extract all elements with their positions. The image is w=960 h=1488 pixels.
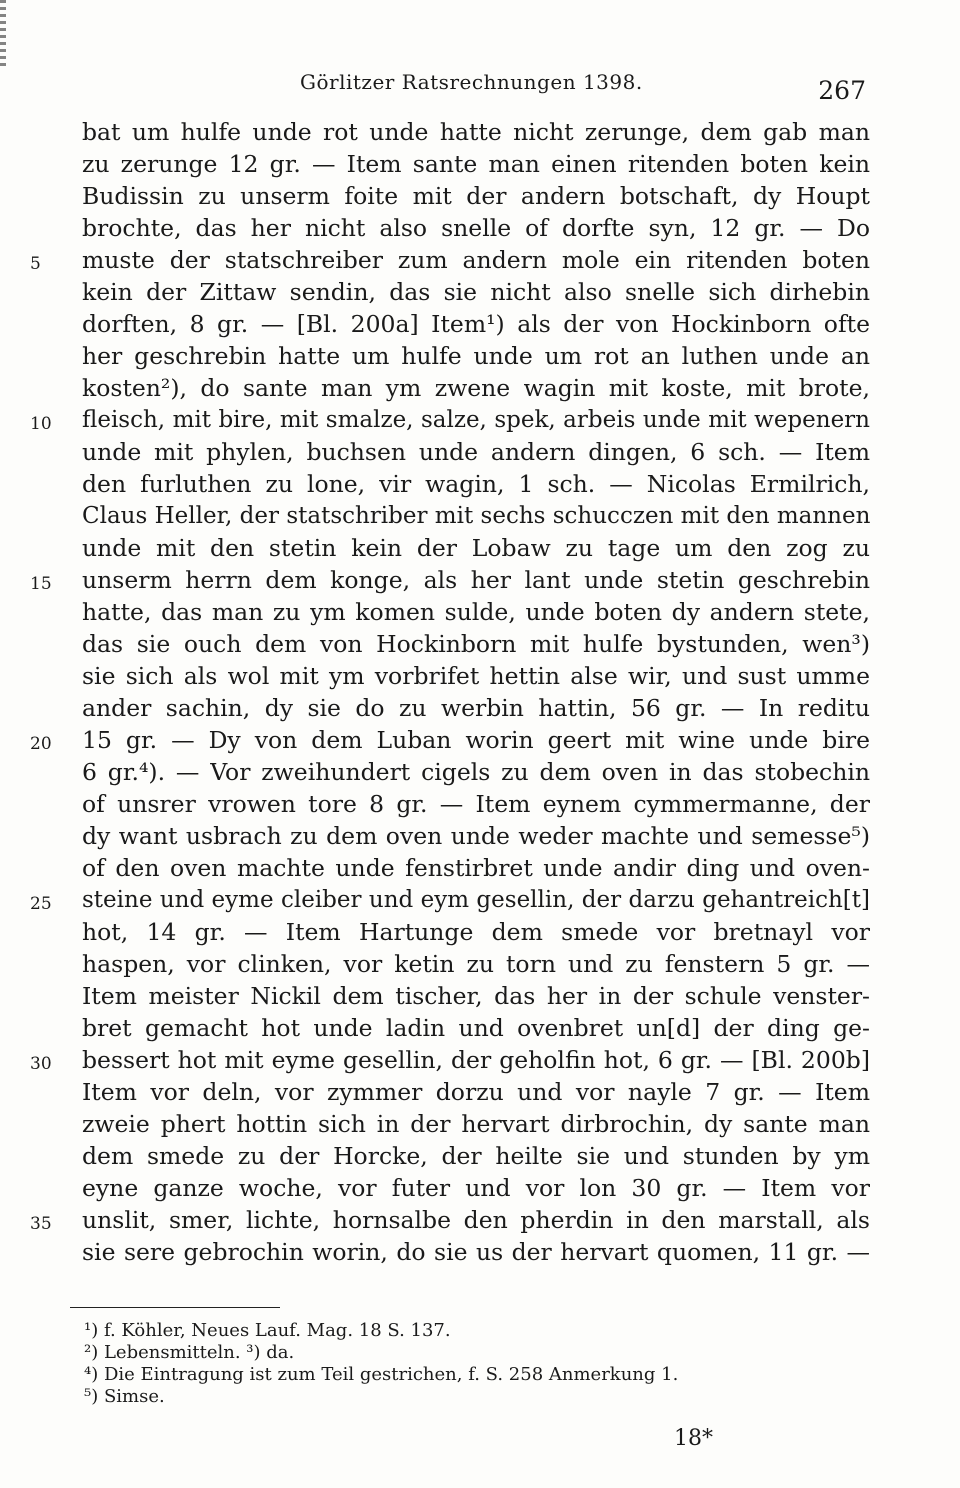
text-line: her geschrebin hatte um hulfe unde um rot an luthen unde an [82,342,870,370]
text-line: eyne ganze woche, vor futer und vor lon 30 gr. — Item vor [82,1174,870,1202]
signature-mark: 18* [674,1426,713,1451]
footnote: ²) Lebensmitteln. ³) da. [84,1342,295,1363]
text-line: of unsrer vrowen tore 8 gr. — Item eynem cymmermanne, der [82,790,870,818]
footnote: ⁴) Die Eintragung ist zum Teil gestrichen, f. S. 258 Anmerkung 1. [84,1364,679,1385]
text-line: zu zerunge 12 gr. — Item sante man einen ritenden boten kein [82,150,870,178]
line-number: 30 [30,1054,52,1074]
text-line: bat um hulfe unde rot unde hatte nicht zerunge, dem gab man [82,118,870,146]
text-line: brochte, das her nicht also snelle of dorfte syn, 12 gr. — Do [82,214,870,242]
line-number: 35 [30,1214,52,1234]
text-line: dem smede zu der Horcke, der heilte sie und stunden by ym [82,1142,870,1170]
footnote-rule [70,1307,280,1308]
text-line: hot, 14 gr. — Item Hartunge dem smede vor bretnayl vor [82,918,870,946]
text-line: unslit, smer, lichte, hornsalbe den pherdin in den marstall, als [82,1206,870,1234]
text-line: unserm herrn dem konge, als her lant unde stetin geschrebin [82,566,870,594]
line-number: 15 [30,574,52,594]
text-line: bret gemacht hot unde ladin und ovenbret un[d] der ding ge- [82,1014,870,1042]
running-head: Görlitzer Ratsrechnungen 1398. [300,70,643,94]
text-line: Budissin zu unserm foite mit der andern botschaft, dy Houpt [82,182,870,210]
footnote: ⁵) Simse. [84,1386,165,1407]
line-number: 20 [30,734,52,754]
text-line: dorften, 8 gr. — [Bl. 200a] Item¹) als der von Hockinborn ofte [82,310,870,338]
text-line: ander sachin, dy sie do zu werbin hattin, 56 gr. — In reditu [82,694,870,722]
text-line: muste der statschreiber zum andern mole ein ritenden boten [82,246,870,274]
text-line: sie sere gebrochin worin, do sie us der hervart quomen, 11 gr. — [82,1238,870,1266]
text-line: Item meister Nickil dem tischer, das her in der schule venster- [82,982,870,1010]
text-line: unde mit phylen, buchsen unde andern dingen, 6 sch. — Item [82,438,870,466]
text-line: 6 gr.⁴). — Vor zweihundert cigels zu dem oven in das stobechin [82,758,870,786]
text-line: kosten²), do sante man ym zwene wagin mit koste, mit brote, [82,374,870,402]
text-line: steine und eyme cleiber und eym gesellin, der darzu gehantreich[t] [82,887,870,913]
scan-edge-mark [0,0,6,70]
text-line: zweie phert hottin sich in der hervart dirbrochin, dy sante man [82,1110,870,1138]
page-number: 267 [818,76,866,105]
line-number: 25 [30,894,52,914]
text-line: dy want usbrach zu dem oven unde weder machte und semesse⁵) [82,822,870,850]
text-line: of den oven machte unde fenstirbret unde andir ding und oven- [82,854,870,882]
text-line: hatte, das man zu ym komen sulde, unde boten dy andern stete, [82,598,870,626]
footnote: ¹) f. Köhler, Neues Lauf. Mag. 18 S. 137. [84,1320,451,1341]
text-line: unde mit den stetin kein der Lobaw zu tage um den zog zu [82,534,870,562]
text-line: Claus Heller, der statschriber mit sechs schucczen mit den mannen [82,503,871,529]
text-line: bessert hot mit eyme gesellin, der geholfin hot, 6 gr. — [Bl. 200b] [82,1046,870,1074]
text-line: den furluthen zu lone, vir wagin, 1 sch. — Nicolas Ermilrich, [82,470,870,498]
text-line: kein der Zittaw sendin, das sie nicht also snelle sich dirhebin [82,278,870,306]
line-number: 5 [30,254,41,274]
text-line: das sie ouch dem von Hockinborn mit hulfe bystunden, wen³) [82,630,870,658]
text-line: sie sich als wol mit ym vorbrifet hettin alse wir, und sust umme [82,662,870,690]
text-line: Item vor deln, vor zymmer dorzu und vor nayle 7 gr. — Item [82,1078,870,1106]
text-line: 15 gr. — Dy von dem Luban worin geert mit wine unde bire [82,726,870,754]
text-line: fleisch, mit bire, mit smalze, salze, spek, arbeis unde mit wepenern [82,407,870,433]
text-line: haspen, vor clinken, vor ketin zu torn und zu fenstern 5 gr. — [82,950,870,978]
line-number: 10 [30,414,52,434]
